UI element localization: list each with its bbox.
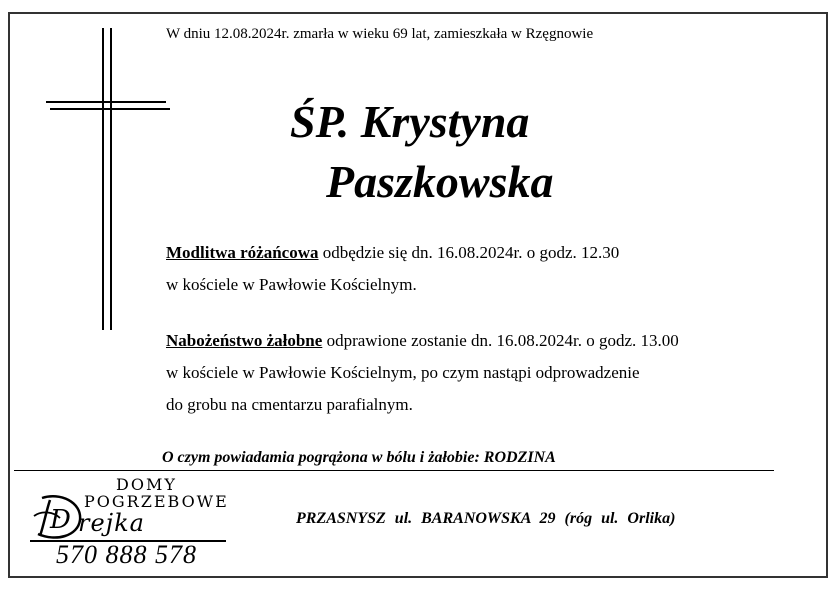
- rosary-line2: w kościele w Pawłowie Kościelnym.: [166, 275, 417, 294]
- logo-line1: DOMY: [116, 475, 177, 494]
- funeral-paragraph: [166, 325, 679, 421]
- phone-number: 570 888 578: [56, 540, 197, 569]
- cross-vertical-bar: [110, 28, 112, 330]
- funeral-home-address: PRZASNYSZ ul. BARANOWSKA 29 (róg ul. Orlika): [296, 510, 676, 527]
- logo-brand-name: rejka: [78, 509, 145, 537]
- deceased-name: [290, 92, 553, 212]
- funeral-details: odprawione zostanie dn. 16.08.2024r. o godz. 13.00: [322, 331, 679, 350]
- logo-line2: POGRZEBOWE: [84, 492, 229, 511]
- rosary-details: odbędzie się dn. 16.08.2024r. o godz. 12.30: [318, 243, 620, 262]
- funeral-line3: do grobu na cmentarzu parafialnym.: [166, 395, 413, 414]
- family-notice: O czym powiadamia pogrążona w bólu i żałobie: RODZINA: [162, 449, 556, 466]
- rosary-paragraph: [166, 237, 619, 301]
- cross-vertical-bar: [102, 28, 104, 330]
- cross-horizontal-bar: [46, 101, 166, 103]
- cross-horizontal-bar: [50, 108, 170, 110]
- deceased-name-line2: Paszkowska: [326, 156, 554, 207]
- death-intro-text: W dniu 12.08.2024r. zmarła w wieku 69 lat, zamieszkała w Rzęgnowie: [166, 26, 594, 42]
- deceased-name-line1: ŚP. Krystyna: [290, 96, 530, 147]
- footer-divider: [14, 470, 774, 471]
- funeral-line1: [166, 325, 679, 357]
- rosary-lead: Modlitwa różańcowa: [166, 243, 319, 262]
- funeral-home-logo: [20, 472, 240, 572]
- rosary-line1: [166, 237, 619, 269]
- funeral-lead: Nabożeństwo żałobne: [166, 331, 323, 350]
- logo-monogram-letter: D: [50, 505, 71, 535]
- funeral-line2: w kościele w Pawłowie Kościelnym, po czym nastąpi odprowadzenie: [166, 363, 640, 382]
